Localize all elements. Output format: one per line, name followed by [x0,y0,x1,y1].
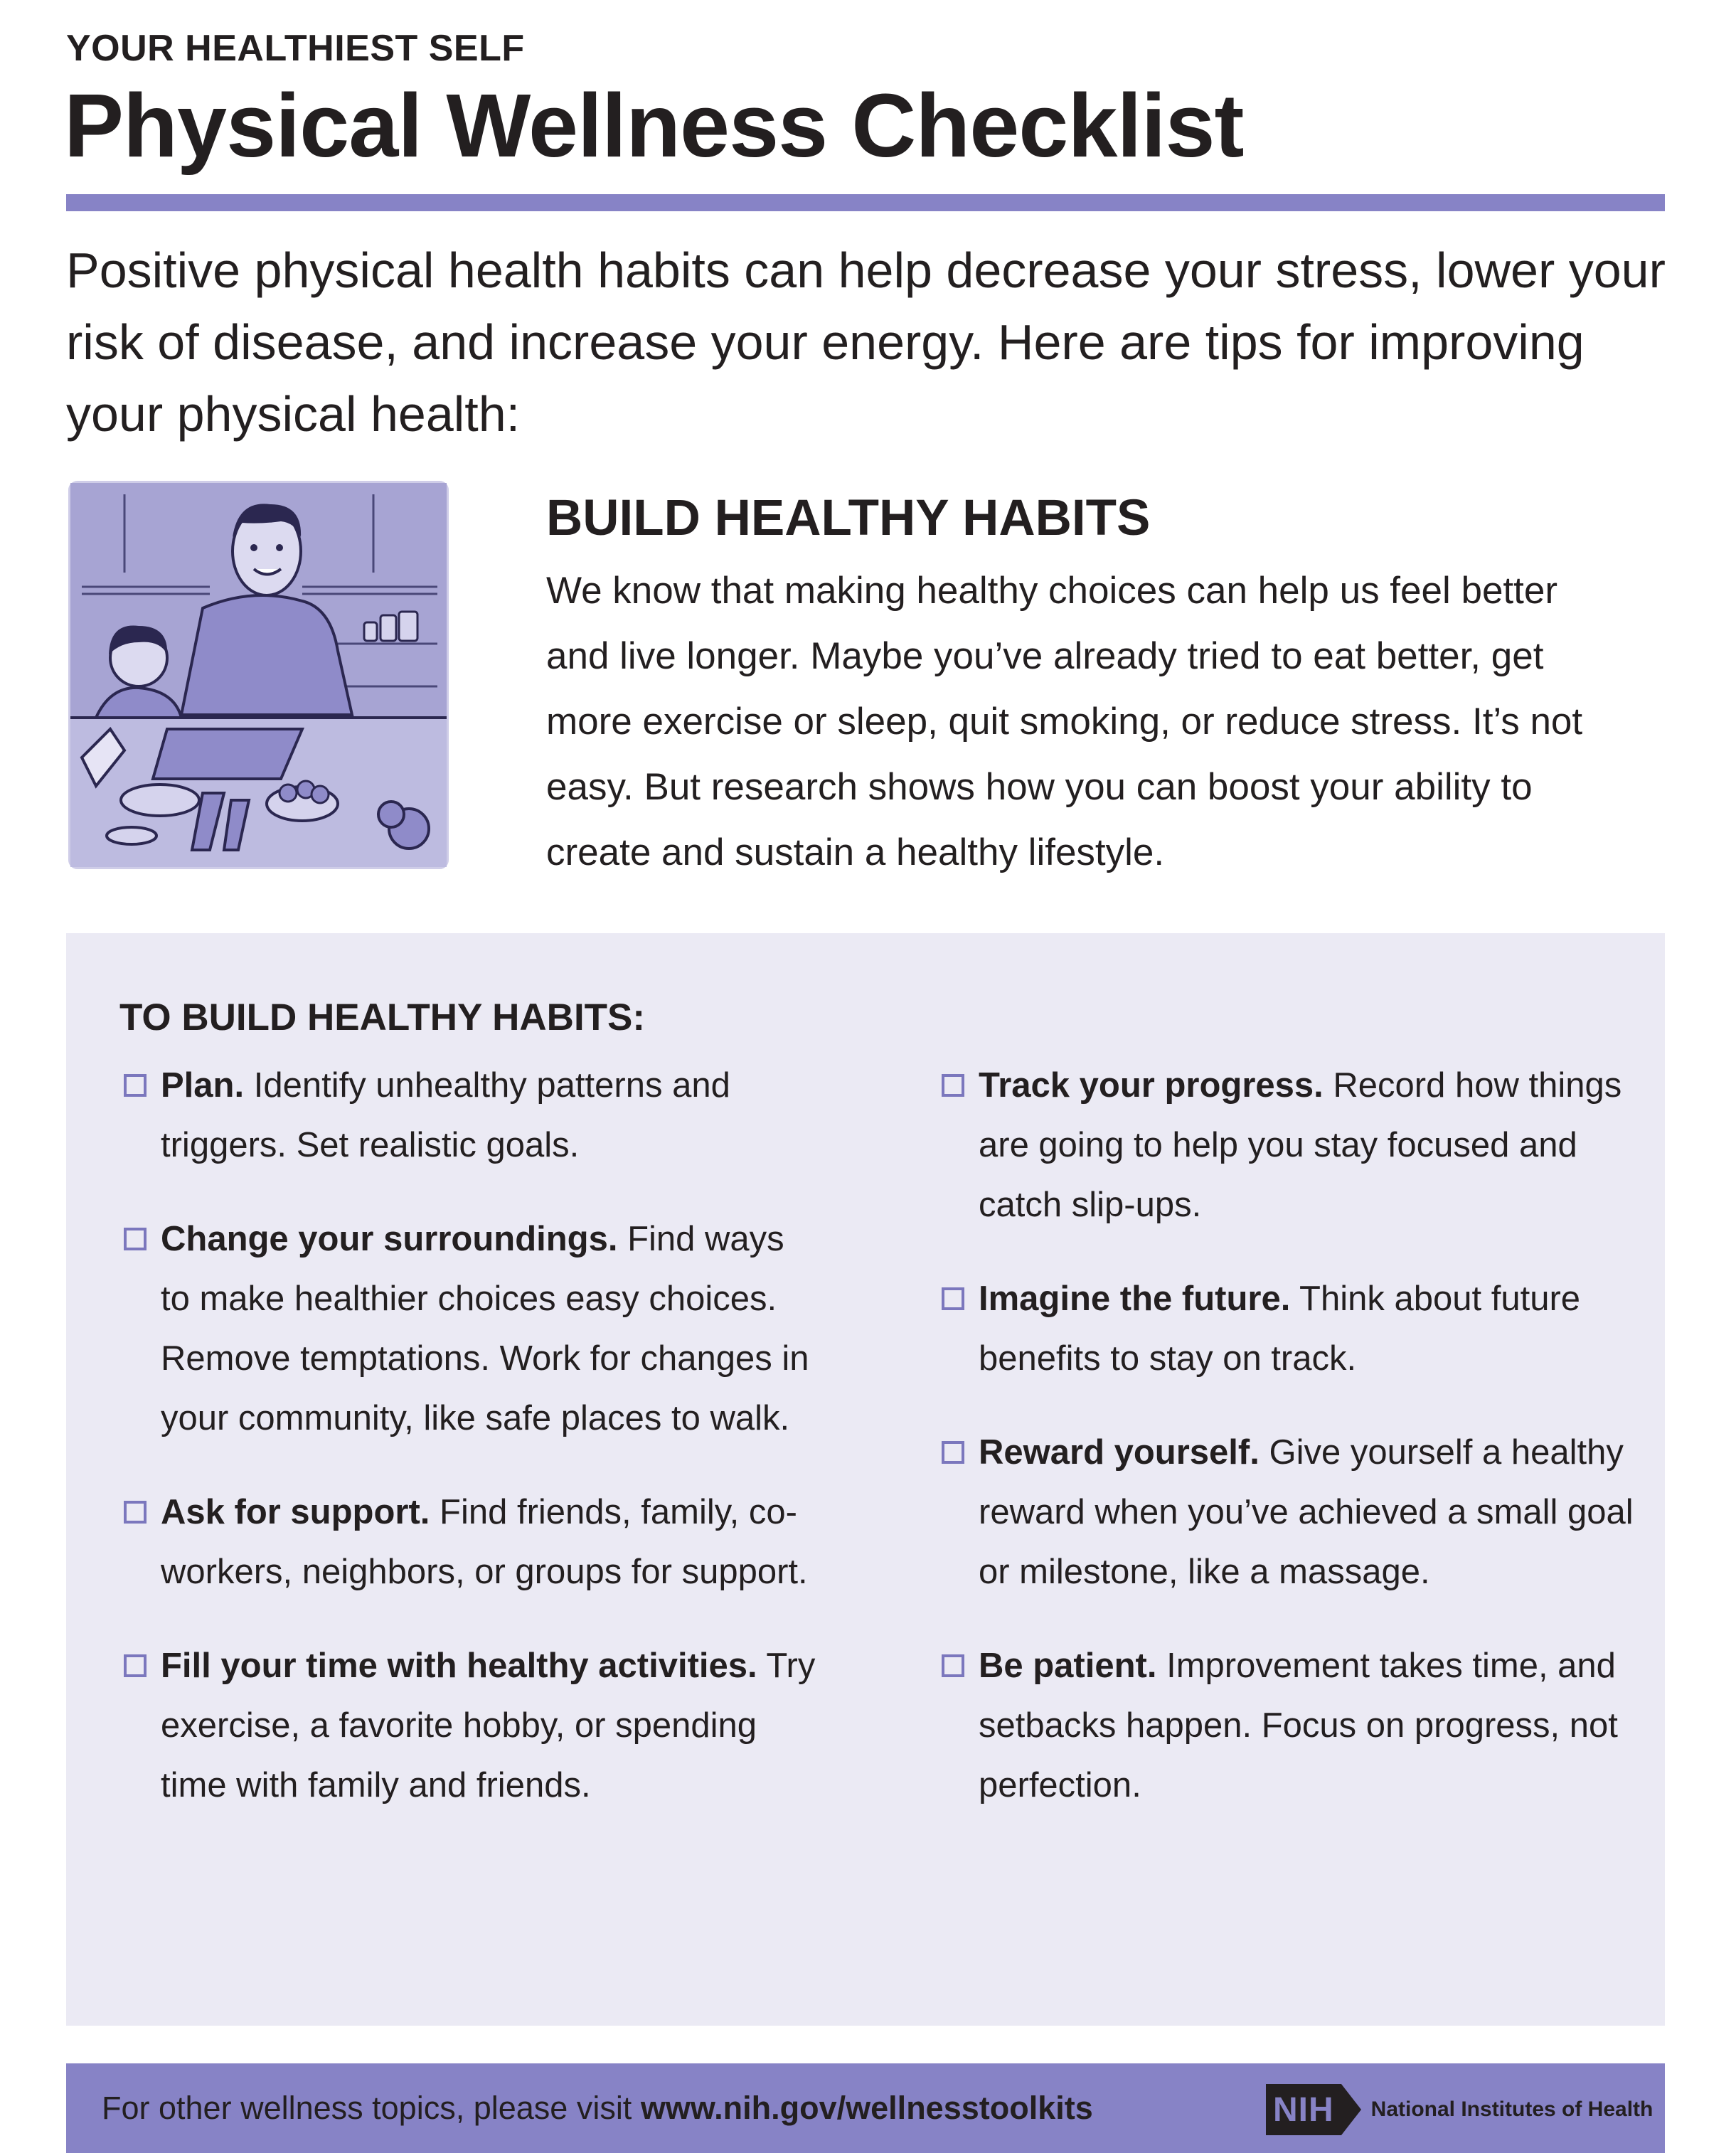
nih-arrow-icon [1341,2084,1361,2135]
checkbox[interactable] [124,1654,147,1677]
item-text: Find friends, family, co-workers, neighbors, or groups for support. [161,1493,808,1591]
item-title: Be patient. [979,1647,1157,1685]
checkbox[interactable] [124,1228,147,1250]
nih-letters: NIH [1266,2084,1341,2135]
checklist-item [937,1423,1634,1602]
footer-link[interactable]: www.nih.gov/wellnesstoolkits [640,2090,1093,2126]
checklist-left-column [119,1056,816,1815]
item-title: Reward yourself. [979,1433,1260,1472]
checklist-item [119,1056,816,1175]
item-title: Imagine the future. [979,1280,1291,1318]
checklist-title: TO BUILD HEALTHY HABITS: [119,996,646,1038]
checkbox[interactable] [942,1441,964,1464]
checklist-item [937,1056,1634,1235]
cooking-illustration [68,480,449,870]
item-text: Find ways to make healthier choices easy choices. Remove temptations. Work for changes in your community, like safe places to walk. [161,1220,809,1437]
item-title: Plan. [161,1066,245,1105]
checkbox[interactable] [942,1654,964,1677]
item-text: Identify unhealthy patterns and triggers. Set realistic goals. [161,1066,730,1164]
checklist-right-column [937,1056,1634,1815]
footer-prefix: For other wellness topics, please visit [102,2090,641,2126]
item-text: Record how things are going to help you stay focused and catch slip-ups. [979,1066,1622,1224]
checkbox[interactable] [942,1074,964,1097]
item-text: Try exercise, a favorite hobby, or spending time with family and friends. [161,1647,816,1804]
item-text: Think about future benefits to stay on track. [979,1280,1581,1378]
intro-paragraph: Positive physical health habits can help decrease your stress, lower your risk of disease, and increase your energy. Here are tips for improving your physical health: [66,243,1666,442]
item-title: Fill your time with healthy activities. [161,1647,757,1685]
checkbox[interactable] [942,1287,964,1310]
checkbox[interactable] [124,1074,147,1097]
checklist-item [937,1636,1634,1815]
page-title: Physical Wellness Checklist [64,75,1244,176]
item-title: Track your progress. [979,1066,1324,1105]
item-text: Give yourself a healthy reward when you’ve achieved a small goal or milestone, like a massage. [979,1433,1634,1591]
checklist-item [937,1269,1634,1388]
title-divider [66,194,1665,211]
item-title: Ask for support. [161,1493,430,1531]
build-habits-heading: BUILD HEALTHY HABITS [546,490,1151,546]
build-habits-body: We know that making healthy choices can help us feel better and live longer. Maybe you’ve already tried to eat better, get more exercise or sleep, quit smoking, or reduce stress. It’s not easy. But research shows how you can boost your ability to create and sustain a healthy lifestyle. [546,570,1583,873]
item-text: Improvement takes time, and setbacks happen. Focus on progress, not perfection. [979,1647,1618,1804]
checklist-item [119,1209,816,1448]
checkbox[interactable] [124,1501,147,1524]
footer-text [102,2090,1093,2127]
item-title: Change your surroundings. [161,1220,618,1258]
checklist-item [119,1636,816,1815]
checklist-item [119,1482,816,1602]
nih-badge [1266,2084,1361,2135]
nih-name: National Institutes of Health [1370,2098,1654,2121]
nih-logo [1266,2081,1653,2138]
kicker: YOUR HEALTHIEST SELF [66,28,525,69]
